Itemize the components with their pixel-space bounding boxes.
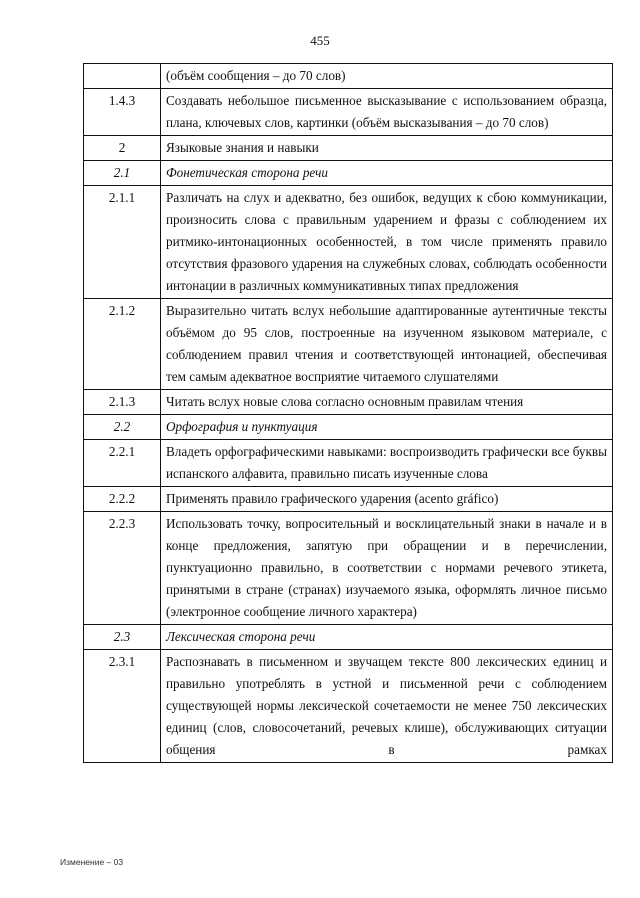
- row-code: 2.2: [84, 415, 161, 440]
- row-code: 2.1.1: [84, 186, 161, 299]
- row-text: Орфография и пунктуация: [161, 415, 613, 440]
- section-heading-row: [84, 415, 613, 440]
- page-number: 455: [310, 33, 330, 48]
- row-text: Лексическая сторона речи: [161, 625, 613, 650]
- row-text: Применять правило графического ударения (acento gráfico): [161, 487, 613, 512]
- row-text: Различать на слух и адекватно, без ошибок, ведущих к сбою коммуникации, произносить слова с правильным ударением и фразы с соблюдением их ритмико-интонационных особенностей, в том числе применять правило отсутствия фразового ударения на служебных словах, соблюдать особенности интонации в различных коммуникативных типах предложения: [161, 186, 613, 299]
- table-row: [84, 440, 613, 487]
- table-row: [84, 390, 613, 415]
- row-code: 2.2.3: [84, 512, 161, 625]
- row-code: 2: [84, 136, 161, 161]
- footer-revision-note: Изменение – 03: [60, 857, 124, 867]
- row-text: Использовать точку, вопросительный и восклицательный знаки в начале и в конце предложения, запятую при обращении и в перечислении, пунктуационно правильно, в соответствии с нормами речевого этикета, принятыми в стране (странах) изучаемого языка, оформлять личное письмо (электронное сообщение личного характера): [161, 512, 613, 625]
- row-text: Читать вслух новые слова согласно основным правилам чтения: [161, 390, 613, 415]
- table-row: [84, 512, 613, 625]
- table-row: [84, 136, 613, 161]
- row-code: [84, 64, 161, 89]
- table-row: [84, 89, 613, 136]
- row-text: Создавать небольшое письменное высказывание с использованием образца, плана, ключевых слов, картинки (объём высказывания – до 70 слов): [161, 89, 613, 136]
- row-code: 1.4.3: [84, 89, 161, 136]
- row-text: Фонетическая сторона речи: [161, 161, 613, 186]
- row-text: (объём сообщения – до 70 слов): [161, 64, 613, 89]
- table-row: [84, 487, 613, 512]
- table-row: [84, 64, 613, 89]
- requirements-table: [83, 63, 613, 763]
- section-heading-row: [84, 161, 613, 186]
- row-code: 2.1: [84, 161, 161, 186]
- section-heading-row: [84, 625, 613, 650]
- row-code: 2.3: [84, 625, 161, 650]
- row-text: Владеть орфографическими навыками: воспроизводить графически все буквы испанского алфавита, правильно писать изученные слова: [161, 440, 613, 487]
- table-row: [84, 650, 613, 763]
- row-code: 2.2.1: [84, 440, 161, 487]
- row-text: Языковые знания и навыки: [161, 136, 613, 161]
- row-code: 2.2.2: [84, 487, 161, 512]
- row-code: 2.1.3: [84, 390, 161, 415]
- row-text: Распознавать в письменном и звучащем тексте 800 лексических единиц и правильно употреблять в устной и письменной речи с соблюдением существующей нормы лексической сочетаемости не менее 750 лексических единиц (слов, словосочетаний, речевых клише), обслуживающих ситуации общения в рамках: [161, 650, 613, 763]
- row-code: 2.1.2: [84, 299, 161, 390]
- row-code: 2.3.1: [84, 650, 161, 763]
- table-row: [84, 299, 613, 390]
- row-text: Выразительно читать вслух небольшие адаптированные аутентичные тексты объёмом до 95 слов, построенные на изученном языковом материале, с соблюдением правил чтения и соответствующей интонацией, обеспечивая тем самым адекватное восприятие читаемого слушателями: [161, 299, 613, 390]
- table-row: [84, 186, 613, 299]
